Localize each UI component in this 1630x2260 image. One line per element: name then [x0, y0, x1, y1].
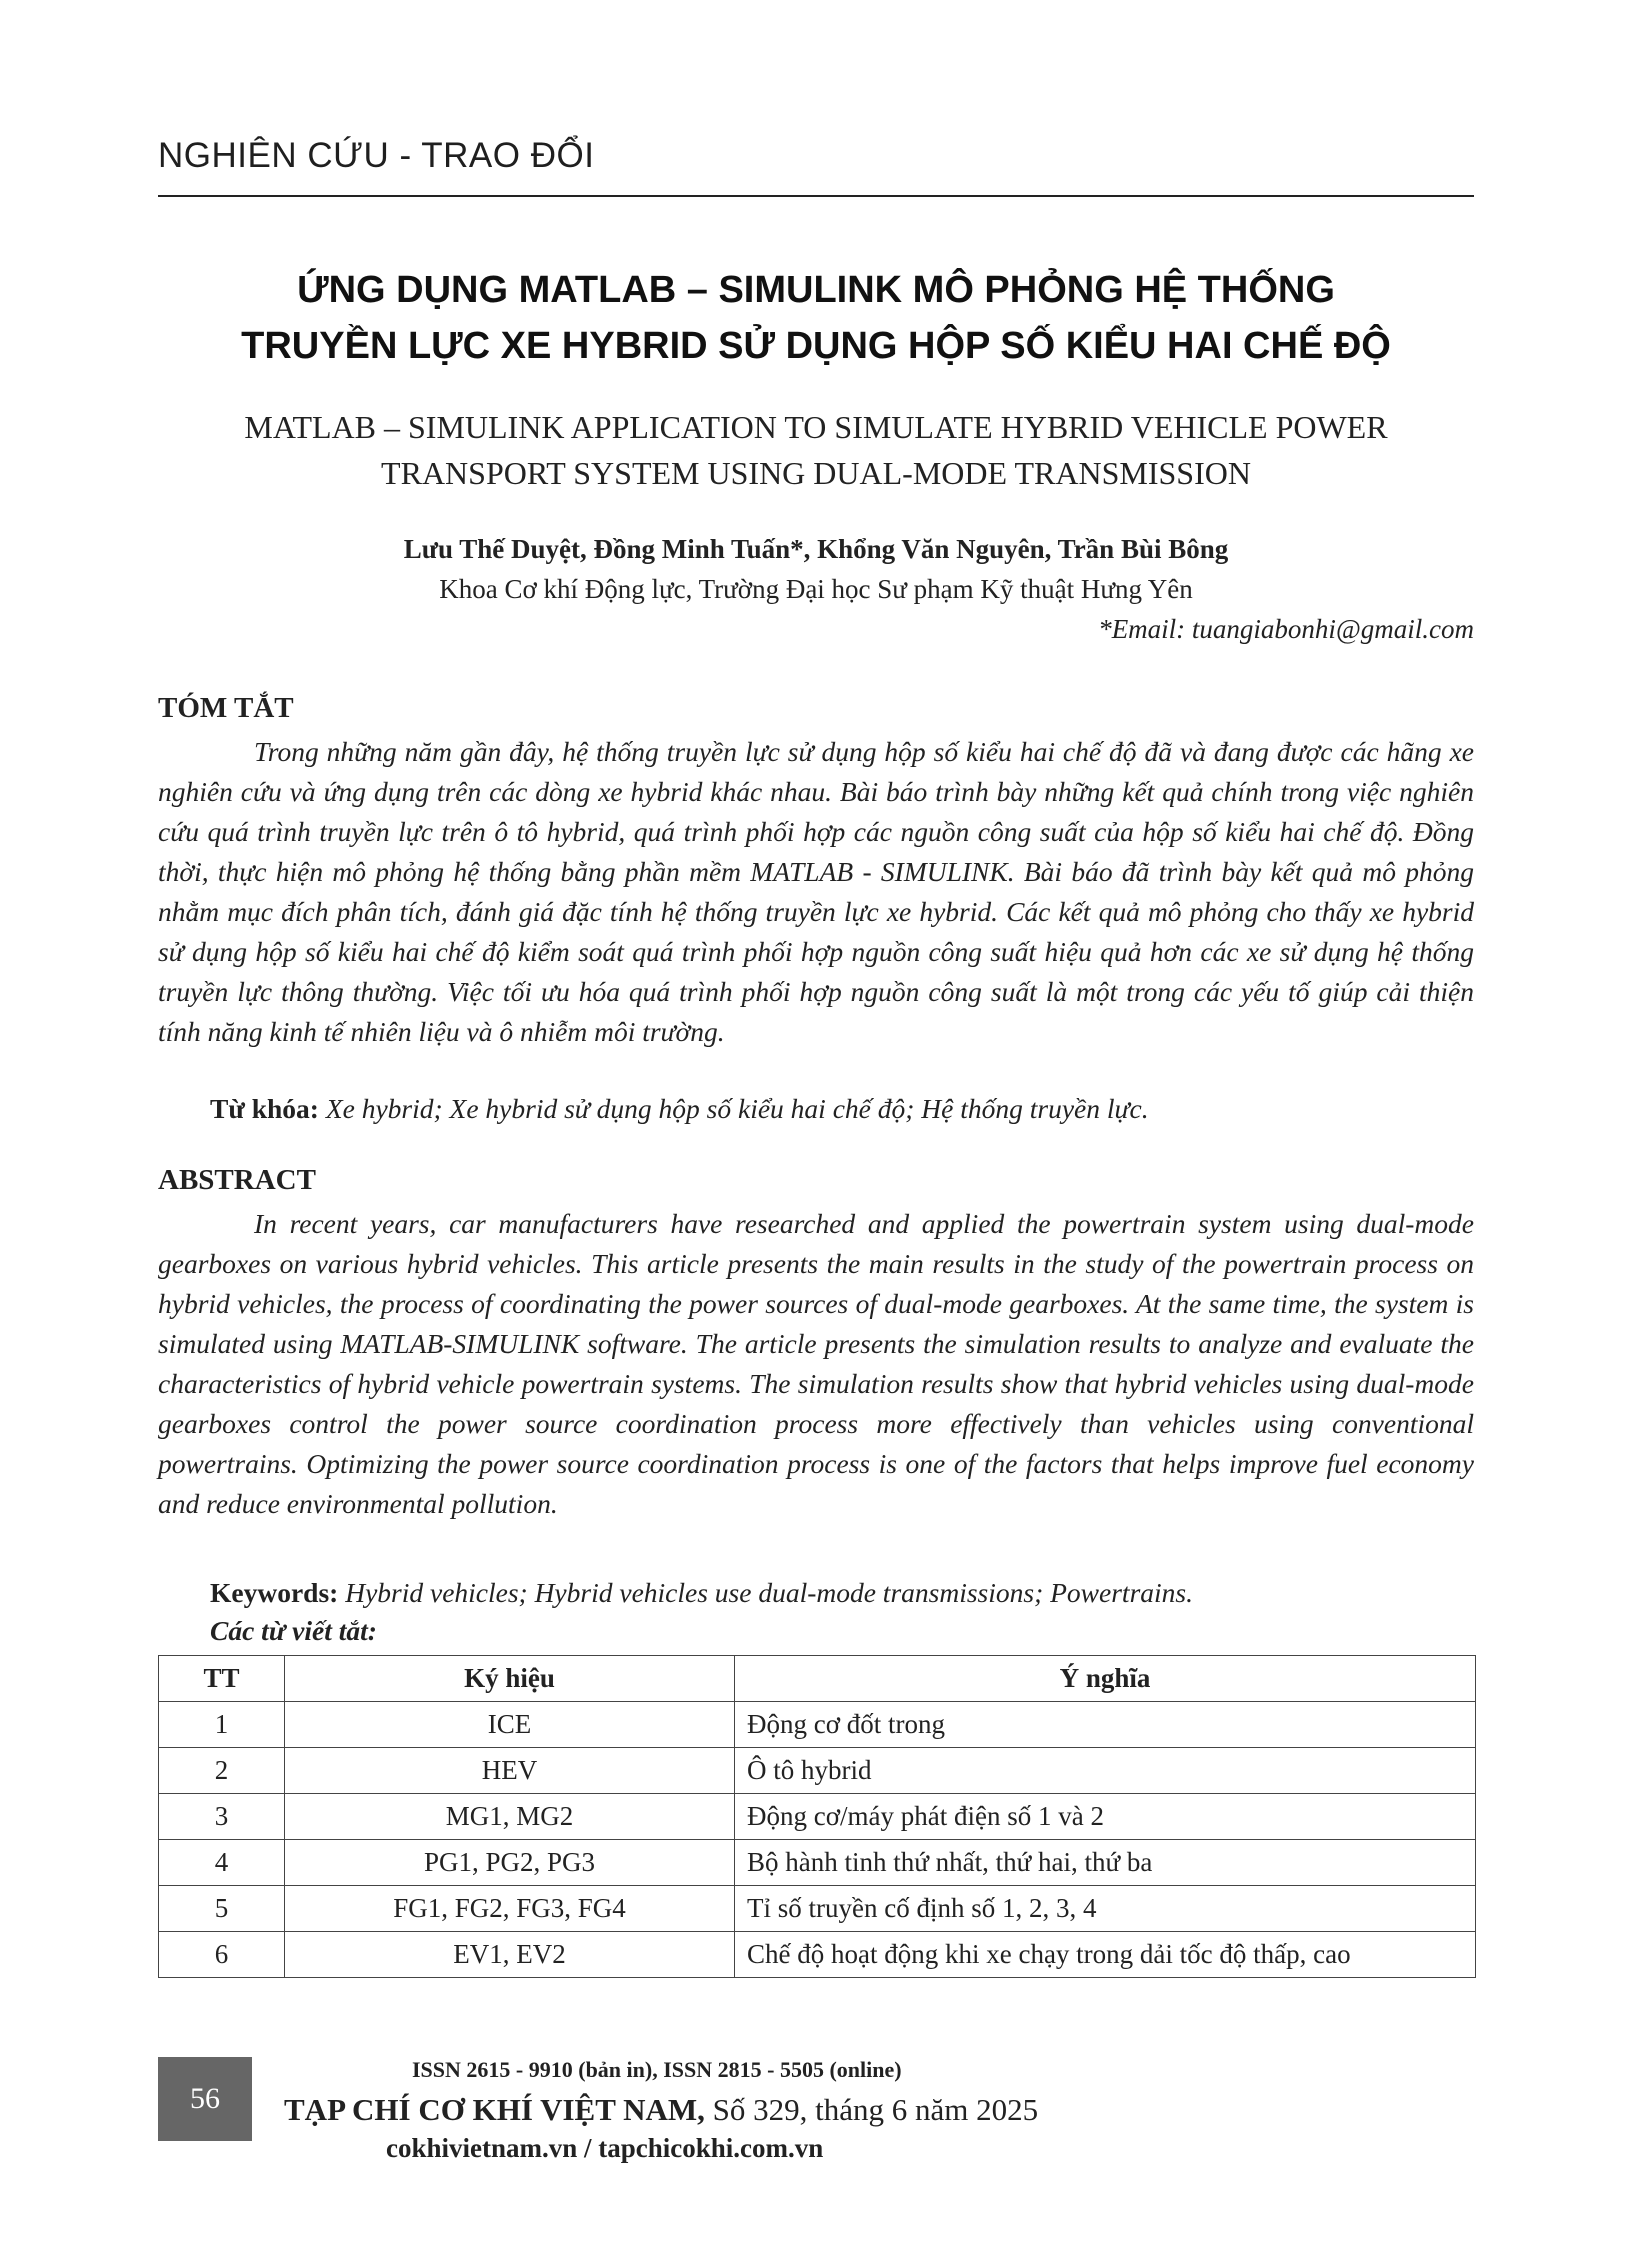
table-row [159, 1886, 1476, 1932]
cell-symbol: MG1, MG2 [285, 1794, 735, 1840]
page-number: 56 [158, 2057, 252, 2141]
cell-meaning: Động cơ đốt trong [735, 1702, 1476, 1748]
title-vietnamese [158, 262, 1474, 374]
keywords-vi [210, 1093, 1149, 1125]
cell-symbol: EV1, EV2 [285, 1932, 735, 1978]
cell-tt: 2 [159, 1748, 285, 1794]
footer-issn: ISSN 2615 - 9910 (bản in), ISSN 2815 - 5505 (online) [412, 2057, 902, 2082]
table-row [159, 1794, 1476, 1840]
abbreviations-table [158, 1655, 1476, 1978]
journal-issue: Số 329, tháng 6 năm 2025 [704, 2092, 1039, 2127]
keywords-vi-text: Xe hybrid; Xe hybrid sử dụng hộp số kiểu hai chế độ; Hệ thống truyền lực. [325, 1093, 1149, 1124]
keywords-en-text: Hybrid vehicles; Hybrid vehicles use dual-mode transmissions; Powertrains. [345, 1577, 1193, 1608]
cell-meaning: Ô tô hybrid [735, 1748, 1476, 1794]
title-en-line-2: TRANSPORT SYSTEM USING DUAL-MODE TRANSMISSION [381, 455, 1251, 491]
table-row [159, 1702, 1476, 1748]
section-header: NGHIÊN CỨU - TRAO ĐỔI [158, 136, 595, 175]
cell-tt: 1 [159, 1702, 285, 1748]
cell-tt: 5 [159, 1886, 285, 1932]
table-row [159, 1932, 1476, 1978]
table-header-row [159, 1656, 1476, 1702]
cell-tt: 3 [159, 1794, 285, 1840]
footer-journal [284, 2092, 1038, 2128]
cell-meaning: Động cơ/máy phát điện số 1 và 2 [735, 1794, 1476, 1840]
keywords-en [210, 1577, 1193, 1609]
cell-meaning: Tỉ số truyền cố định số 1, 2, 3, 4 [735, 1886, 1476, 1932]
cell-symbol: HEV [285, 1748, 735, 1794]
title-english [158, 404, 1474, 496]
keywords-vi-label: Từ khóa: [210, 1093, 319, 1124]
header-tt: TT [159, 1656, 285, 1702]
email: *Email: tuangiabonhi@gmail.com [1098, 614, 1474, 644]
cell-tt: 4 [159, 1840, 285, 1886]
abbreviations-title: Các từ viết tắt: [210, 1615, 377, 1646]
title-vi-line-2: TRUYỀN LỰC XE HYBRID SỬ DỤNG HỘP SỐ KIỂU HAI CHẾ ĐỘ [241, 325, 1391, 367]
header-meaning: Ý nghĩa [735, 1656, 1476, 1702]
table-row [159, 1748, 1476, 1794]
keywords-en-label: Keywords: [210, 1577, 339, 1608]
footer-websites: cokhivietnam.vn / tapchicokhi.com.vn [386, 2133, 824, 2163]
cell-symbol: FG1, FG2, FG3, FG4 [285, 1886, 735, 1932]
title-en-line-1: MATLAB – SIMULINK APPLICATION TO SIMULATE HYBRID VEHICLE POWER [244, 409, 1388, 445]
header-symbol: Ký hiệu [285, 1656, 735, 1702]
authors: Lưu Thế Duyệt, Đồng Minh Tuấn*, Khổng Văn Nguyên, Trần Bùi Bông [403, 534, 1229, 564]
affiliation: Khoa Cơ khí Động lực, Trường Đại học Sư phạm Kỹ thuật Hưng Yên [439, 574, 1193, 604]
cell-symbol: PG1, PG2, PG3 [285, 1840, 735, 1886]
abstract-en-heading: ABSTRACT [158, 1164, 316, 1196]
cell-meaning: Bộ hành tinh thứ nhất, thứ hai, thứ ba [735, 1840, 1476, 1886]
cell-meaning: Chế độ hoạt động khi xe chạy trong dải tốc độ thấp, cao [735, 1932, 1476, 1978]
table-row [159, 1840, 1476, 1886]
title-vi-line-1: ỨNG DỤNG MATLAB – SIMULINK MÔ PHỎNG HỆ THỐNG [297, 269, 1335, 311]
header-divider [158, 195, 1474, 197]
cell-symbol: ICE [285, 1702, 735, 1748]
abstract-en-text: In recent years, car manufacturers have researched and applied the powertrain system using dual-mode gearboxes on various hybrid vehicles. This article presents the main results in the study of the powertrain process on hybrid vehicles, the process of coordinating the power sources of dual-mode gearboxes. At the same time, the system is simulated using MATLAB-SIMULINK software. The article presents the simulation results to analyze and evaluate the characteristics of hybrid vehicle powertrain systems. The simulation results show that hybrid vehicles using dual-mode gearboxes control the power source coordination process more effectively than vehicles using conventional powertrains. Optimizing the power source coordination process is one of the factors that helps improve fuel economy and reduce environmental pollution. [158, 1208, 1474, 1519]
abstract-vi-text: Trong những năm gần đây, hệ thống truyền lực sử dụng hộp số kiểu hai chế độ đã và đang được các hãng xe nghiên cứu và ứng dụng trên các dòng xe hybrid khác nhau. Bài báo trình bày những kết quả chính trong việc nghiên cứu quá trình truyền lực trên ô tô hybrid, quá trình phối hợp các nguồn công suất của hộp số kiểu hai chế độ. Đồng thời, thực hiện mô phỏng hệ thống bằng phần mềm MATLAB - SIMULINK. Bài báo đã trình bày kết quả mô phỏng nhằm mục đích phân tích, đánh giá đặc tính hệ thống truyền lực xe hybrid. Các kết quả mô phỏng cho thấy xe hybrid sử dụng hộp số kiểu hai chế độ kiểm soát quá trình phối hợp nguồn công suất hiệu quả hơn các xe sử dụng hệ thống truyền lực thông thường. Việc tối ưu hóa quá trình phối hợp nguồn công suất là một trong các yếu tố giúp cải thiện tính năng kinh tế nhiên liệu và ô nhiễm môi trường. [158, 736, 1474, 1047]
cell-tt: 6 [159, 1932, 285, 1978]
journal-name: TẠP CHÍ CƠ KHÍ VIỆT NAM, [284, 2092, 705, 2127]
abstract-vi-heading: TÓM TẮT [158, 692, 294, 724]
